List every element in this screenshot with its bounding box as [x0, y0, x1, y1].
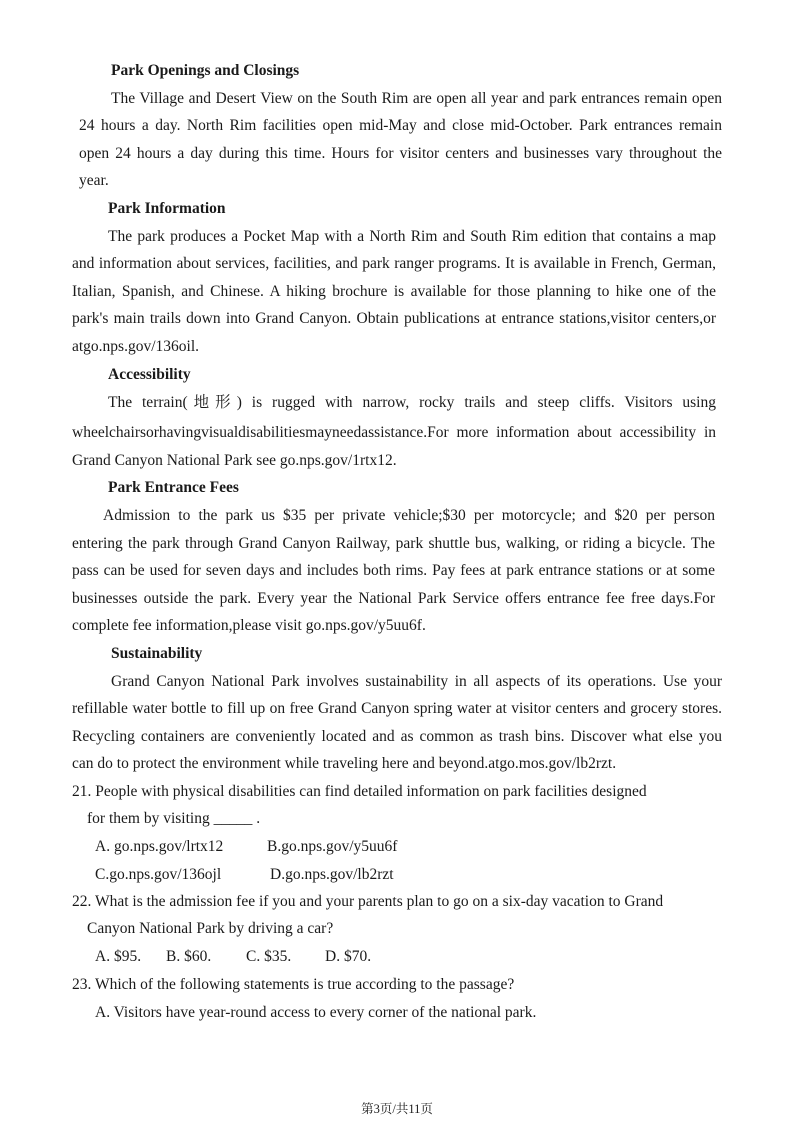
question-21-stem: 21. People with physical disabilities can find detailed information on park facilities designed [72, 783, 647, 800]
paragraph-line: Admission to the park us $35 per private vehicle;$30 per motorcycle; and $20 per person [103, 507, 715, 524]
question-22-option-b: B. $60. [166, 948, 212, 965]
question-22-option-c: C. $35. [246, 948, 292, 965]
paragraph-line: year. [79, 172, 109, 189]
question-23-option-a: A. Visitors have year-round access to every corner of the national park. [95, 1004, 537, 1021]
paragraph-line: 24 hours a day. North Rim facilities open mid-May and close mid-October. Park entrances remain [79, 117, 722, 134]
paragraph-line: park's main trails down into Grand Canyon. Obtain publications at entrance stations,visitor centers,or [72, 310, 716, 327]
question-22-option-a: A. $95. [95, 948, 142, 965]
question-23-stem: 23. Which of the following statements is true according to the passage? [72, 976, 515, 993]
question-21-option-a: A. go.nps.gov/lrtx12 [95, 838, 224, 855]
question-22-option-d: D. $70. [325, 948, 372, 965]
question-21-option-d: D.go.nps.gov/lb2rzt [270, 866, 394, 883]
question-21-option-b: B.go.nps.gov/y5uu6f [267, 838, 398, 855]
paragraph-line: entering the park through Grand Canyon Railway, park shuttle bus, walking, or riding a bicycle. The [72, 535, 715, 552]
paragraph-line: The Village and Desert View on the South Rim are open all year and park entrances remain open [111, 90, 722, 107]
heading-park-information: Park Information [108, 200, 226, 217]
paragraph-line: businesses outside the park. Every year the National Park Service offers entrance fee free days.For [72, 590, 715, 607]
paragraph-line: wheelchairsorhavingvisualdisabilitiesmayneedassistance.For more information about accessibility in [72, 424, 716, 441]
paragraph-line: open 24 hours a day during this time. Hours for visitor centers and businesses vary throughout the [79, 145, 722, 162]
question-21-option-c: C.go.nps.gov/136ojl [95, 866, 222, 883]
question-22-stem-continued: Canyon National Park by driving a car? [87, 920, 334, 937]
heading-accessibility: Accessibility [108, 366, 191, 383]
paragraph-line: can do to protect the environment while traveling here and beyond.atgo.mos.gov/lb2rzt. [72, 755, 617, 772]
heading-sustainability: Sustainability [111, 645, 203, 662]
paragraph-line: Grand Canyon National Park see go.nps.gov/1rtx12. [72, 452, 397, 469]
question-21-stem-continued: for them by visiting _____ . [87, 810, 261, 827]
paragraph-line: Grand Canyon National Park involves sustainability in all aspects of its operations. Use your [111, 673, 722, 690]
paragraph-line: atgo.nps.gov/136oil. [72, 338, 200, 355]
paragraph-line: refillable water bottle to fill up on free Grand Canyon spring water at visitor centers and grocery stores. [72, 700, 722, 717]
paragraph-line: Recycling containers are conveniently located and as common as trash bins. Discover what else you [72, 728, 722, 745]
paragraph-line: The park produces a Pocket Map with a North Rim and South Rim edition that contains a map [108, 228, 716, 245]
paragraph-line: The terrain(地形) is rugged with narrow, rocky trails and steep cliffs. Visitors using [108, 394, 716, 411]
question-22-stem: 22. What is the admission fee if you and your parents plan to go on a six-day vacation to Grand [72, 893, 664, 910]
paragraph-line: and information about services, facilities, and park ranger programs. It is available in French, German, [72, 255, 716, 272]
paragraph-line: pass can be used for seven days and includes both rims. Pay fees at park entrance stations or at some [72, 562, 715, 579]
paragraph-line: complete fee information,please visit go.nps.gov/y5uu6f. [72, 617, 426, 634]
heading-park-entrance-fees: Park Entrance Fees [108, 479, 239, 496]
paragraph-line: Italian, Spanish, and Chinese. A hiking brochure is available for those planning to hike one of the [72, 283, 716, 300]
page-number: 第3页/共11页 [361, 1102, 433, 1116]
heading-park-openings: Park Openings and Closings [111, 62, 300, 79]
